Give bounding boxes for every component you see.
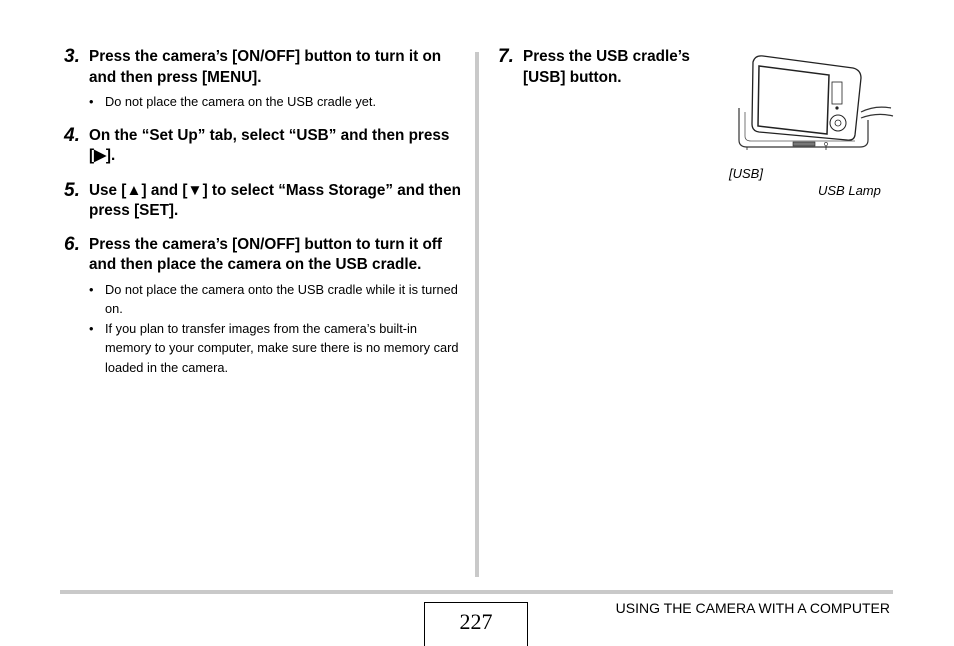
- step-number: 6.: [64, 233, 80, 255]
- step-instruction: On the “Set Up” tab, select “USB” and then press [▶].: [89, 126, 450, 164]
- step-instruction: Use [▲] and [▼] to select “Mass Storage” and then press [SET].: [89, 181, 461, 219]
- page-number: 227: [424, 602, 528, 646]
- note-item: [89, 280, 464, 319]
- note-text: Do not place the camera on the USB cradle yet.: [105, 94, 377, 109]
- step-number: 5.: [64, 179, 80, 201]
- step-instruction: Press the camera’s [ON/OFF] button to turn it on and then press [MENU].: [89, 48, 442, 86]
- usb-button-label: [USB]: [729, 166, 763, 181]
- bullet-icon: •: [89, 281, 94, 297]
- footer-rule: [60, 590, 893, 594]
- note-text: Do not place the camera onto the USB cradle while it is turned on.: [105, 281, 458, 316]
- step-notes: [89, 280, 464, 378]
- step-instruction: Press the camera’s [ON/OFF] button to turn it off and then place the camera on the USB cradle.: [89, 235, 442, 273]
- step-number: 3.: [64, 46, 80, 67]
- usb-lamp-label: USB Lamp: [818, 183, 881, 198]
- step-5: [64, 181, 464, 222]
- camera-cradle-illustration: [725, 50, 895, 150]
- step-number: 4.: [64, 124, 80, 146]
- step-7: [498, 47, 728, 88]
- step-3: [64, 47, 464, 112]
- step-6: [64, 235, 464, 378]
- bullet-icon: •: [89, 94, 94, 109]
- right-column: [498, 47, 728, 88]
- column-divider: [475, 52, 479, 577]
- note-item: [89, 319, 464, 378]
- step-number: 7.: [498, 46, 514, 67]
- section-title: USING THE CAMERA WITH A COMPUTER: [615, 600, 890, 616]
- note-text: If you plan to transfer images from the camera’s built-in memory to your computer, make sure there is no memory card loaded in the camera.: [105, 320, 459, 375]
- step-4: [64, 126, 464, 167]
- step-notes: [89, 92, 464, 112]
- left-column: [64, 47, 464, 377]
- step-instruction: Press the USB cradle’s [USB] button.: [523, 48, 690, 86]
- bullet-icon: •: [89, 320, 94, 336]
- note-item: [89, 92, 464, 112]
